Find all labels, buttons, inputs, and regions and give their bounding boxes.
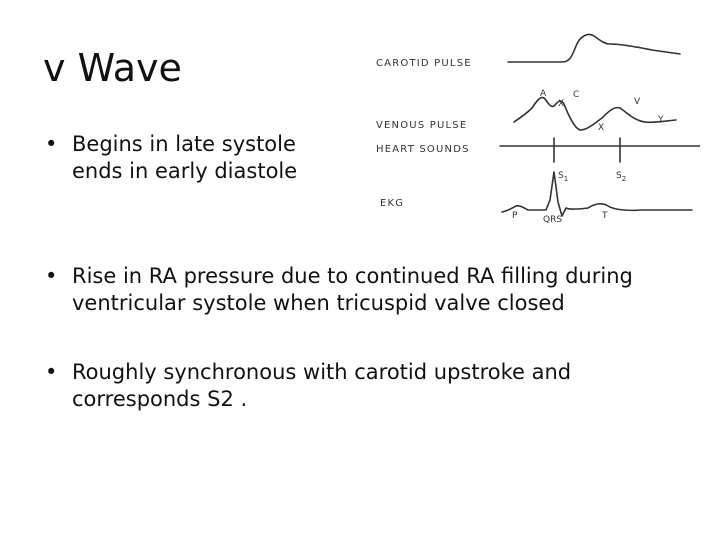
ekg-trace (502, 172, 692, 216)
y-descent-label: Y (658, 115, 664, 125)
bullet-line: ventricular systole when tricuspid valve closed (72, 291, 565, 315)
jugular-venous-pulse-figure (370, 22, 700, 232)
s1-label: $S_1$ (558, 171, 569, 183)
bullet-text (72, 263, 633, 317)
bullet-item (45, 131, 345, 191)
carotid-pulse-trace (508, 34, 680, 62)
bullet-line: corresponds S2 . (72, 387, 248, 411)
s2-label: $S_2$ (616, 171, 627, 183)
t-wave-label: T (602, 211, 608, 221)
x-descent-label: X (558, 99, 565, 109)
v-wave-label: V (634, 97, 641, 107)
bullet-marker: • (45, 360, 58, 384)
bullet-item (45, 263, 685, 323)
c-wave-label: C (573, 90, 580, 100)
bullet-line: Begins in late systole (72, 132, 296, 156)
a-wave-label: A (540, 89, 547, 99)
bullet-line: Rise in RA pressure due to continued RA filling during (72, 264, 633, 288)
bullet-text (72, 131, 297, 185)
x-descent-label: X (598, 123, 605, 133)
slide-title: v Wave (43, 46, 182, 90)
ekg-label: EKG (380, 198, 405, 209)
carotid-pulse-label: CAROTID PULSE (376, 58, 472, 69)
bullet-line: Roughly synchronous with carotid upstroke and (72, 360, 572, 384)
venous-pulse-trace (514, 98, 676, 130)
heart-sounds-label: HEART SOUNDS (376, 144, 470, 155)
venous-pulse-label: VENOUS PULSE (376, 120, 468, 131)
bullet-item (45, 359, 685, 419)
bullet-text (72, 359, 571, 413)
bullet-marker: • (45, 132, 58, 156)
bullet-marker: • (45, 264, 58, 288)
bullet-line: ends in early diastole (72, 159, 298, 183)
p-wave-label: P (512, 211, 518, 221)
qrs-label: QRS (543, 215, 563, 225)
